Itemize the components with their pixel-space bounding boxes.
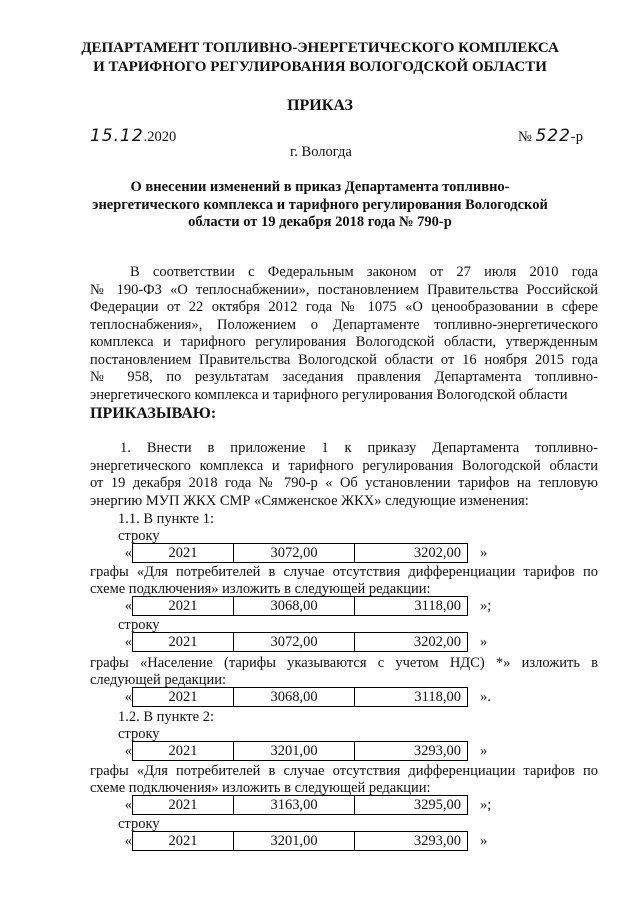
cell-year: 2021 [168, 797, 198, 813]
doc-type: ПРИКАЗ [287, 97, 353, 114]
department-header [60, 39, 580, 77]
label-stroku: строку [118, 617, 160, 633]
row-cells [132, 741, 468, 761]
quote-close: » [480, 634, 488, 650]
cell-value-2: 3202,00 [354, 544, 467, 562]
preamble-line: комплекса и тарифного регулирования Вологодской области, утвержденным [90, 334, 598, 350]
quote-open: « [124, 833, 132, 849]
quote-open: « [124, 797, 132, 813]
cell-value-1: 3068,00 [233, 597, 354, 615]
city: г. Вологда [290, 144, 352, 160]
preamble-line: постановлением Правительства Вологодской области от 16 ноября 2015 года [90, 351, 598, 368]
cell-value-2: 3293,00 [354, 832, 467, 850]
quote-close: »; [480, 598, 492, 614]
row-cells [132, 795, 468, 815]
cell-value-2: 3295,00 [354, 796, 467, 814]
label-population-1: графы «Население (тарифы указываются с учетом НДС) *» изложить в [90, 655, 598, 671]
item-1-line: 1. Внести в приложение 1 к приказу Департамента топливно- [120, 440, 598, 456]
cell-year: 2021 [168, 833, 198, 849]
label-stroku: строку [118, 726, 160, 742]
cell-value-1: 3163,00 [233, 796, 354, 814]
item-1-line: от 19 декабря 2018 года № 790-р « Об установлении тарифов на тепловую [90, 475, 598, 491]
table-row [120, 741, 487, 761]
cell-value-2: 3118,00 [354, 597, 467, 615]
table-row [120, 831, 487, 851]
item-1-line: энергию МУП ЖКХ СМР «Сямженское ЖКХ» следующие изменения: [90, 492, 529, 509]
preamble-line: В соответствии с Федеральным законом от 27 июля 2010 года [130, 264, 598, 280]
quote-close: ». [480, 689, 491, 705]
cell-value-2: 3118,00 [354, 688, 467, 706]
order-number [518, 128, 583, 146]
order-word: ПРИКАЗЫВАЮ: [90, 405, 217, 422]
order-date [90, 128, 176, 146]
quote-open: « [124, 545, 132, 561]
number-prefix: № [518, 129, 532, 145]
date-year: .2020 [143, 129, 177, 145]
cell-year: 2021 [168, 545, 198, 561]
subitem-1-2: 1.2. В пункте 2: [118, 709, 214, 725]
item-1 [90, 440, 598, 510]
table-row [120, 543, 487, 563]
label-stroku: строку [118, 816, 160, 832]
preamble-line: теплоснабжения», Положением о Департаменте топливно-энергетического [90, 316, 598, 333]
preamble-line: № 958, по результатам заседания правления Департамента топливно- [90, 369, 598, 385]
cell-value-2: 3293,00 [354, 742, 467, 760]
cell-value-1: 3201,00 [233, 742, 354, 760]
label-stroku: строку [118, 528, 160, 544]
table-row [120, 795, 491, 815]
table-row [120, 596, 491, 616]
cell-year: 2021 [168, 634, 198, 650]
title-line-3: области от 19 декабря 2018 года № 790-р [188, 214, 452, 230]
table-row [120, 687, 491, 707]
title-line-1: О внесении изменений в приказ Департамента топливно- [130, 179, 510, 195]
preamble [90, 264, 598, 404]
cell-value-1: 3072,00 [233, 633, 354, 651]
row-cells [132, 831, 468, 851]
cell-value-1: 3201,00 [233, 832, 354, 850]
subitem-1-1: 1.1. В пункте 1: [118, 511, 214, 527]
item-1-line: энергетического комплекса и тарифного регулирования Вологодской области [90, 457, 598, 474]
number-suffix: -р [570, 129, 584, 145]
quote-open: « [124, 743, 132, 759]
label-consumers-2: схеме подключения» изложить в следующей редакции: [90, 581, 431, 597]
row-cells [132, 632, 468, 652]
table-row [120, 632, 487, 652]
quote-open: « [124, 598, 132, 614]
preamble-line: № 190-ФЗ «О теплоснабжении», постановлением Правительства Российской [90, 281, 598, 298]
row-cells [132, 543, 468, 563]
cell-year: 2021 [168, 598, 198, 614]
cell-value-1: 3072,00 [233, 544, 354, 562]
quote-open: « [124, 689, 132, 705]
header-line-1: ДЕПАРТАМЕНТ ТОПЛИВНО-ЭНЕРГЕТИЧЕСКОГО КОМПЛЕКСА [81, 40, 559, 56]
handwritten-number: 522 [535, 126, 571, 146]
quote-close: » [480, 743, 488, 759]
quote-close: » [480, 833, 488, 849]
cell-value-2: 3202,00 [354, 633, 467, 651]
cell-year: 2021 [168, 689, 198, 705]
label-consumers-1: графы «Для потребителей в случае отсутствия дифференциации тарифов по [90, 564, 598, 580]
cell-value-1: 3068,00 [233, 688, 354, 706]
quote-close: » [480, 545, 488, 561]
label-consumers-1: графы «Для потребителей в случае отсутствия дифференциации тарифов по [90, 763, 598, 779]
cell-year: 2021 [168, 743, 198, 759]
quote-close: »; [480, 797, 492, 813]
title-line-2: энергетического комплекса и тарифного регулирования Вологодской [92, 196, 548, 213]
label-population-2: следующей редакции: [90, 672, 227, 688]
preamble-line: энергетического комплекса и тарифного регулирования Вологодской области [90, 386, 568, 403]
row-cells [132, 687, 468, 707]
row-cells [132, 596, 468, 616]
preamble-line: Федерации от 22 октября 2012 года № 1075 «О ценообразовании в сфере [90, 299, 598, 315]
header-line-2: И ТАРИФНОГО РЕГУЛИРОВАНИЯ ВОЛОГОДСКОЙ ОБЛАСТИ [93, 59, 547, 75]
order-title [70, 179, 570, 232]
quote-open: « [124, 634, 132, 650]
handwritten-date: 15.12 [90, 126, 144, 146]
label-consumers-2: схеме подключения» изложить в следующей редакции: [90, 780, 431, 796]
